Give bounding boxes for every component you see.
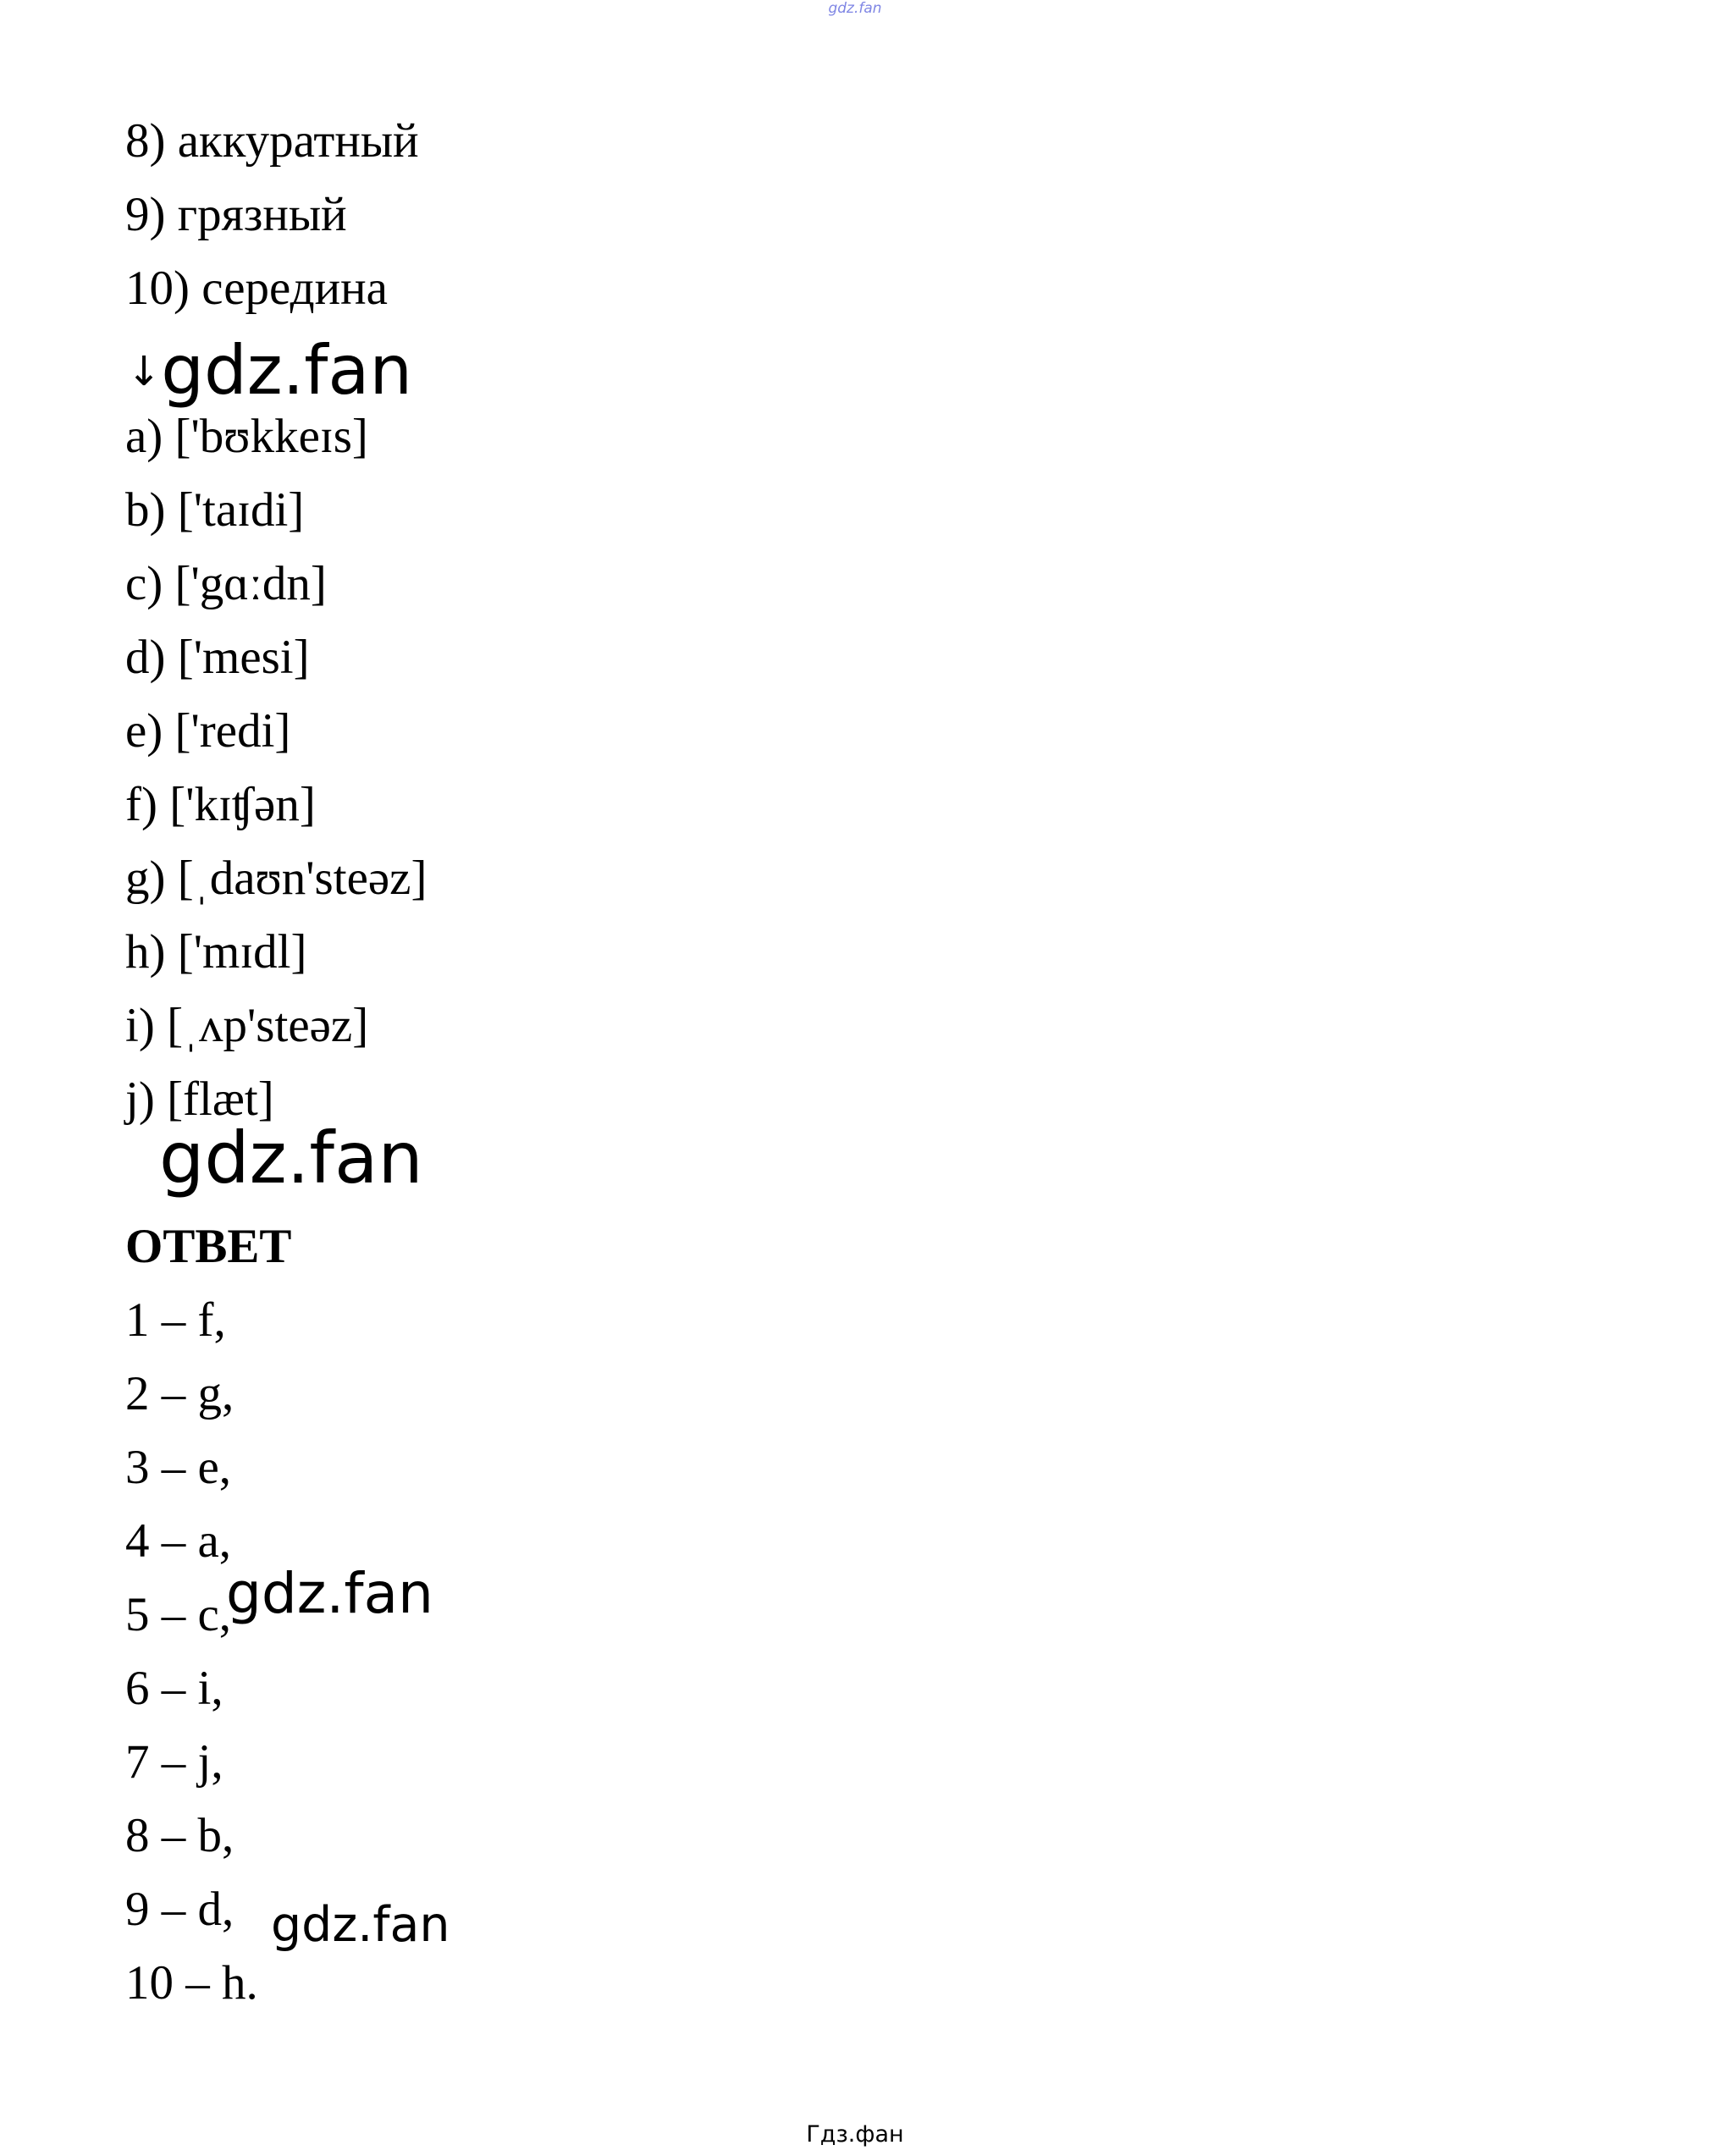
transcription-item: g) [ˌdaʊn'steəz]: [125, 852, 428, 905]
transcription-item: e) ['redi]: [125, 704, 291, 758]
answer-item: 7 – j,: [125, 1735, 223, 1789]
answer-heading: ОТВЕТ: [125, 1220, 292, 1273]
watermark: gdz.fan: [226, 1561, 433, 1626]
transcription-item: f) ['kɪʧən]: [125, 778, 316, 831]
watermark: [127, 331, 413, 410]
watermark-text: gdz.fan: [161, 331, 413, 410]
transcription-item: a) ['bʊkkeɪs]: [125, 410, 368, 463]
answer-item: 8 – b,: [125, 1809, 234, 1862]
watermark: gdz.fan: [159, 1117, 423, 1199]
transcription-item: h) ['mɪdl]: [125, 925, 307, 979]
list-item: 8) аккуратный: [125, 114, 419, 168]
arrow-down-icon: ↓: [127, 348, 162, 395]
answer-item: 6 – i,: [125, 1662, 223, 1715]
answer-item: 2 – g,: [125, 1367, 234, 1420]
list-item: 10) середина: [125, 262, 388, 315]
transcription-item: c) ['gɑːdn]: [125, 557, 327, 610]
answer-item: 5 – c,: [125, 1588, 232, 1641]
answer-item: 10 – h.: [125, 1956, 258, 2010]
answer-item: 9 – d,: [125, 1883, 234, 1936]
list-item: 9) грязный: [125, 188, 347, 241]
answer-item: 4 – a,: [125, 1514, 232, 1568]
answer-item: 3 – e,: [125, 1441, 232, 1494]
site-mark: gdz.fan: [828, 0, 882, 17]
transcription-item: d) ['mesi]: [125, 631, 310, 684]
transcription-item: b) ['taɪdi]: [125, 483, 305, 537]
footer-text: Гдз.фан: [806, 2121, 904, 2148]
transcription-item: i) [ˌʌp'steəz]: [125, 999, 369, 1052]
transcription-item: j) [flæt]: [125, 1072, 274, 1126]
answer-item: 1 – f,: [125, 1293, 226, 1347]
watermark: gdz.fan: [271, 1897, 450, 1953]
